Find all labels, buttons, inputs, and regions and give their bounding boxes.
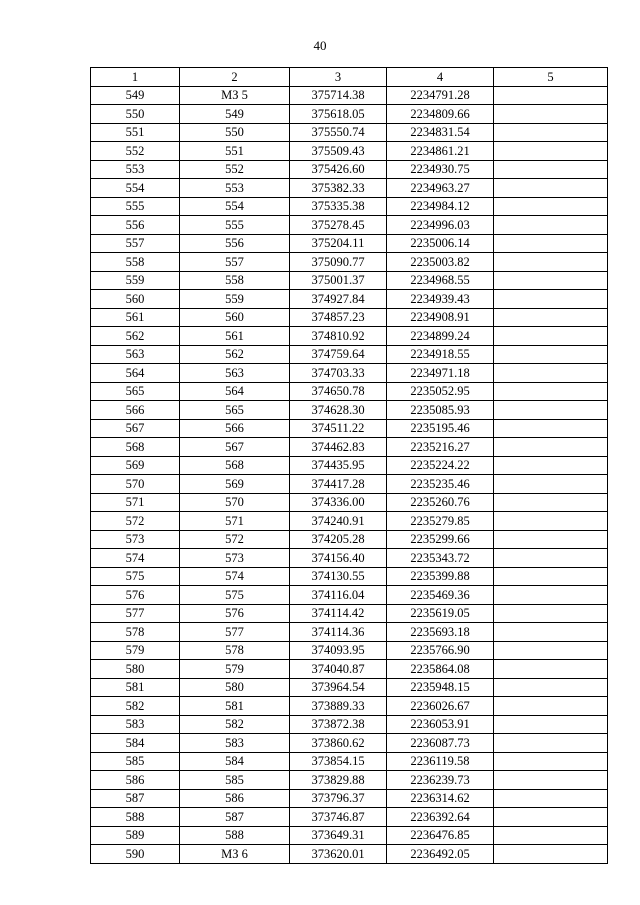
table-cell: 2235766.90 bbox=[387, 641, 494, 660]
table-cell: 565 bbox=[180, 401, 290, 420]
table-cell: 373860.62 bbox=[290, 734, 387, 753]
table-cell: 571 bbox=[91, 493, 180, 512]
table-cell: 374703.33 bbox=[290, 364, 387, 383]
table-cell: 567 bbox=[180, 438, 290, 457]
table-cell: 582 bbox=[180, 715, 290, 734]
table-cell: 550 bbox=[91, 105, 180, 124]
table-row bbox=[91, 715, 608, 734]
table-cell: 555 bbox=[91, 197, 180, 216]
table-cell: 2234791.28 bbox=[387, 86, 494, 105]
table-cell: 374114.42 bbox=[290, 604, 387, 623]
table-row bbox=[91, 123, 608, 142]
table-row bbox=[91, 234, 608, 253]
table-cell: 579 bbox=[180, 660, 290, 679]
table-cell: 563 bbox=[180, 364, 290, 383]
table-cell: 2234930.75 bbox=[387, 160, 494, 179]
table-cell: 375001.37 bbox=[290, 271, 387, 290]
table-cell bbox=[494, 752, 608, 771]
table-cell: 375618.05 bbox=[290, 105, 387, 124]
table-cell: 549 bbox=[180, 105, 290, 124]
table-row bbox=[91, 105, 608, 124]
table-cell bbox=[494, 308, 608, 327]
table-cell: 2235195.46 bbox=[387, 419, 494, 438]
table-cell bbox=[494, 808, 608, 827]
table-cell: 2234899.24 bbox=[387, 327, 494, 346]
table-cell: 564 bbox=[91, 364, 180, 383]
table-cell: 374205.28 bbox=[290, 530, 387, 549]
table-cell bbox=[494, 660, 608, 679]
table-cell: 2236492.05 bbox=[387, 845, 494, 864]
table-cell: 2236239.73 bbox=[387, 771, 494, 790]
table-cell: 375509.43 bbox=[290, 142, 387, 161]
table-cell bbox=[494, 419, 608, 438]
table-row bbox=[91, 271, 608, 290]
table-cell: 373964.54 bbox=[290, 678, 387, 697]
table-row bbox=[91, 179, 608, 198]
table-cell: 374130.55 bbox=[290, 567, 387, 586]
table-cell: 374810.92 bbox=[290, 327, 387, 346]
table-cell: 586 bbox=[91, 771, 180, 790]
table-cell: 559 bbox=[91, 271, 180, 290]
table-cell bbox=[494, 142, 608, 161]
table-cell: 553 bbox=[180, 179, 290, 198]
table-cell: 586 bbox=[180, 789, 290, 808]
table-row bbox=[91, 845, 608, 864]
table-cell: 374927.84 bbox=[290, 290, 387, 309]
table-cell bbox=[494, 105, 608, 124]
table-cell bbox=[494, 845, 608, 864]
table-cell: 374462.83 bbox=[290, 438, 387, 457]
table-row bbox=[91, 826, 608, 845]
table-cell: 374116.04 bbox=[290, 586, 387, 605]
table-cell: 561 bbox=[180, 327, 290, 346]
table-cell: 2236053.91 bbox=[387, 715, 494, 734]
table-cell bbox=[494, 197, 608, 216]
table-cell: 373872.38 bbox=[290, 715, 387, 734]
table-cell: МЗ 5 bbox=[180, 86, 290, 105]
table-cell: 2235260.76 bbox=[387, 493, 494, 512]
table-cell: 583 bbox=[91, 715, 180, 734]
table-row bbox=[91, 86, 608, 105]
table-cell: 554 bbox=[180, 197, 290, 216]
table-cell: 2234984.12 bbox=[387, 197, 494, 216]
table-cell: 374336.00 bbox=[290, 493, 387, 512]
table-row bbox=[91, 401, 608, 420]
table-row bbox=[91, 549, 608, 568]
table-cell: 553 bbox=[91, 160, 180, 179]
table-cell: 374628.30 bbox=[290, 401, 387, 420]
table-cell: 580 bbox=[91, 660, 180, 679]
table-row bbox=[91, 789, 608, 808]
table-cell: 2235279.85 bbox=[387, 512, 494, 531]
table-row bbox=[91, 771, 608, 790]
table-cell: 549 bbox=[91, 86, 180, 105]
table-cell: 570 bbox=[91, 475, 180, 494]
table-cell: 374417.28 bbox=[290, 475, 387, 494]
table-cell: 560 bbox=[180, 308, 290, 327]
table-cell: 566 bbox=[180, 419, 290, 438]
table-cell: 2234996.03 bbox=[387, 216, 494, 235]
table-row bbox=[91, 623, 608, 642]
table-cell bbox=[494, 493, 608, 512]
table-cell: 551 bbox=[180, 142, 290, 161]
table-cell: 374114.36 bbox=[290, 623, 387, 642]
table-cell bbox=[494, 715, 608, 734]
table-cell: 375090.77 bbox=[290, 253, 387, 272]
table-cell: 580 bbox=[180, 678, 290, 697]
table-cell: 2235864.08 bbox=[387, 660, 494, 679]
table-cell: 2235216.27 bbox=[387, 438, 494, 457]
table-cell: 373829.88 bbox=[290, 771, 387, 790]
table-cell: 374857.23 bbox=[290, 308, 387, 327]
table-row bbox=[91, 142, 608, 161]
table-cell: 575 bbox=[180, 586, 290, 605]
table-cell: 567 bbox=[91, 419, 180, 438]
table-cell: 574 bbox=[91, 549, 180, 568]
column-header: 2 bbox=[180, 68, 290, 87]
table-cell: 576 bbox=[180, 604, 290, 623]
table-cell: 558 bbox=[180, 271, 290, 290]
table-cell: 374511.22 bbox=[290, 419, 387, 438]
table-cell bbox=[494, 401, 608, 420]
table-cell: 2235693.18 bbox=[387, 623, 494, 642]
table-cell bbox=[494, 253, 608, 272]
table-cell bbox=[494, 697, 608, 716]
table-cell: 573 bbox=[180, 549, 290, 568]
table-cell: 585 bbox=[180, 771, 290, 790]
table-cell: 577 bbox=[91, 604, 180, 623]
table-cell: 375382.33 bbox=[290, 179, 387, 198]
table-row bbox=[91, 493, 608, 512]
table-cell: 577 bbox=[180, 623, 290, 642]
table-cell: 373746.87 bbox=[290, 808, 387, 827]
table-cell: 576 bbox=[91, 586, 180, 605]
table-cell bbox=[494, 216, 608, 235]
table-cell: 588 bbox=[91, 808, 180, 827]
table-cell: 556 bbox=[180, 234, 290, 253]
table-row bbox=[91, 216, 608, 235]
table-row bbox=[91, 752, 608, 771]
table-cell bbox=[494, 586, 608, 605]
table-cell: 374093.95 bbox=[290, 641, 387, 660]
table-cell bbox=[494, 641, 608, 660]
table-cell: 574 bbox=[180, 567, 290, 586]
page-number: 40 bbox=[313, 38, 327, 53]
table-cell: 569 bbox=[180, 475, 290, 494]
table-cell: 584 bbox=[91, 734, 180, 753]
table-cell bbox=[494, 604, 608, 623]
table-row bbox=[91, 567, 608, 586]
table-cell: 2235003.82 bbox=[387, 253, 494, 272]
table-cell: 557 bbox=[91, 234, 180, 253]
table-cell: 568 bbox=[91, 438, 180, 457]
table-cell: 573 bbox=[91, 530, 180, 549]
table-row bbox=[91, 160, 608, 179]
table-cell: 2235619.05 bbox=[387, 604, 494, 623]
table-row bbox=[91, 604, 608, 623]
table-cell: 572 bbox=[91, 512, 180, 531]
table-cell bbox=[494, 438, 608, 457]
table-row bbox=[91, 586, 608, 605]
column-header: 5 bbox=[494, 68, 608, 87]
table-cell: 375714.38 bbox=[290, 86, 387, 105]
table-cell: 2234908.91 bbox=[387, 308, 494, 327]
table-cell: 2234831.54 bbox=[387, 123, 494, 142]
table-cell bbox=[494, 234, 608, 253]
table-row bbox=[91, 382, 608, 401]
table-cell bbox=[494, 530, 608, 549]
table-cell: 2235006.14 bbox=[387, 234, 494, 253]
table-cell: 588 bbox=[180, 826, 290, 845]
table-header-row bbox=[91, 68, 608, 87]
table-cell: 373620.01 bbox=[290, 845, 387, 864]
table-cell: 572 bbox=[180, 530, 290, 549]
table-cell: 557 bbox=[180, 253, 290, 272]
table-cell bbox=[494, 475, 608, 494]
table-cell: 2235085.93 bbox=[387, 401, 494, 420]
table-cell: 375550.74 bbox=[290, 123, 387, 142]
table-body bbox=[91, 86, 608, 863]
table-row bbox=[91, 290, 608, 309]
table-row bbox=[91, 808, 608, 827]
table-cell: 2235469.36 bbox=[387, 586, 494, 605]
table-cell: 569 bbox=[91, 456, 180, 475]
table-cell: 2234939.43 bbox=[387, 290, 494, 309]
table-cell: 2236026.67 bbox=[387, 697, 494, 716]
table-cell: 373796.37 bbox=[290, 789, 387, 808]
table-cell bbox=[494, 512, 608, 531]
table-row bbox=[91, 530, 608, 549]
table-cell: 550 bbox=[180, 123, 290, 142]
table-cell: 562 bbox=[91, 327, 180, 346]
table-cell: 559 bbox=[180, 290, 290, 309]
table-cell bbox=[494, 623, 608, 642]
table-row bbox=[91, 697, 608, 716]
table-cell bbox=[494, 327, 608, 346]
table-cell bbox=[494, 364, 608, 383]
table-cell: 556 bbox=[91, 216, 180, 235]
table-cell: 587 bbox=[180, 808, 290, 827]
table-cell: 587 bbox=[91, 789, 180, 808]
table-cell bbox=[494, 734, 608, 753]
table-cell bbox=[494, 789, 608, 808]
table-cell: 590 bbox=[91, 845, 180, 864]
table-cell: 578 bbox=[91, 623, 180, 642]
coordinates-table bbox=[90, 67, 608, 864]
table-cell: 563 bbox=[91, 345, 180, 364]
column-header: 3 bbox=[290, 68, 387, 87]
table-cell bbox=[494, 290, 608, 309]
table-cell: 374040.87 bbox=[290, 660, 387, 679]
table-cell: 552 bbox=[91, 142, 180, 161]
table-cell bbox=[494, 567, 608, 586]
table-cell: 582 bbox=[91, 697, 180, 716]
table-cell: 571 bbox=[180, 512, 290, 531]
table-row bbox=[91, 734, 608, 753]
table-cell: 373854.15 bbox=[290, 752, 387, 771]
table-cell: 551 bbox=[91, 123, 180, 142]
table-cell: 374759.64 bbox=[290, 345, 387, 364]
table-cell: 2235343.72 bbox=[387, 549, 494, 568]
table-cell: 2234809.66 bbox=[387, 105, 494, 124]
table-cell bbox=[494, 86, 608, 105]
table-cell bbox=[494, 179, 608, 198]
table-cell: 375335.38 bbox=[290, 197, 387, 216]
table-cell bbox=[494, 271, 608, 290]
table-row bbox=[91, 364, 608, 383]
table-cell: 2236119.58 bbox=[387, 752, 494, 771]
table-cell: 2234963.27 bbox=[387, 179, 494, 198]
table-cell: 2235224.22 bbox=[387, 456, 494, 475]
table-row bbox=[91, 308, 608, 327]
table-cell bbox=[494, 160, 608, 179]
table-cell: 2236087.73 bbox=[387, 734, 494, 753]
table-cell: 2235299.66 bbox=[387, 530, 494, 549]
table-cell: 570 bbox=[180, 493, 290, 512]
table-cell bbox=[494, 678, 608, 697]
table-cell: 2236392.64 bbox=[387, 808, 494, 827]
table-cell: 560 bbox=[91, 290, 180, 309]
table-cell: 575 bbox=[91, 567, 180, 586]
column-header: 1 bbox=[91, 68, 180, 87]
table-cell: 2236476.85 bbox=[387, 826, 494, 845]
table-cell: 583 bbox=[180, 734, 290, 753]
table-cell: 579 bbox=[91, 641, 180, 660]
table-cell: 2235399.88 bbox=[387, 567, 494, 586]
table-cell: 568 bbox=[180, 456, 290, 475]
table-cell: 565 bbox=[91, 382, 180, 401]
table-cell: 2234968.55 bbox=[387, 271, 494, 290]
table-cell: 2234861.21 bbox=[387, 142, 494, 161]
table-cell bbox=[494, 826, 608, 845]
table-cell: 375278.45 bbox=[290, 216, 387, 235]
table-cell bbox=[494, 345, 608, 364]
table-row bbox=[91, 475, 608, 494]
table-cell: МЗ 6 bbox=[180, 845, 290, 864]
table-cell: 373889.33 bbox=[290, 697, 387, 716]
table-cell: 2234918.55 bbox=[387, 345, 494, 364]
table-cell: 585 bbox=[91, 752, 180, 771]
table-cell: 373649.31 bbox=[290, 826, 387, 845]
table-cell: 584 bbox=[180, 752, 290, 771]
table-cell: 2235052.95 bbox=[387, 382, 494, 401]
table-row bbox=[91, 641, 608, 660]
table-cell: 374156.40 bbox=[290, 549, 387, 568]
table-cell: 561 bbox=[91, 308, 180, 327]
column-header: 4 bbox=[387, 68, 494, 87]
table-cell bbox=[494, 382, 608, 401]
table-row bbox=[91, 345, 608, 364]
table-cell: 555 bbox=[180, 216, 290, 235]
table-cell: 554 bbox=[91, 179, 180, 198]
table-row bbox=[91, 438, 608, 457]
table-row bbox=[91, 253, 608, 272]
table-cell: 578 bbox=[180, 641, 290, 660]
table-cell: 374435.95 bbox=[290, 456, 387, 475]
table-cell: 2234971.18 bbox=[387, 364, 494, 383]
table-cell bbox=[494, 549, 608, 568]
table-row bbox=[91, 512, 608, 531]
table-row bbox=[91, 327, 608, 346]
table-cell bbox=[494, 771, 608, 790]
table-cell: 581 bbox=[91, 678, 180, 697]
table-cell: 558 bbox=[91, 253, 180, 272]
table-cell: 566 bbox=[91, 401, 180, 420]
table-cell: 375204.11 bbox=[290, 234, 387, 253]
table-row bbox=[91, 197, 608, 216]
table-cell bbox=[494, 456, 608, 475]
table-cell bbox=[494, 123, 608, 142]
table-row bbox=[91, 456, 608, 475]
table-row bbox=[91, 419, 608, 438]
table-cell: 552 bbox=[180, 160, 290, 179]
table-cell: 2235948.15 bbox=[387, 678, 494, 697]
table-cell: 562 bbox=[180, 345, 290, 364]
table-cell: 2236314.62 bbox=[387, 789, 494, 808]
table-row bbox=[91, 678, 608, 697]
table-cell: 375426.60 bbox=[290, 160, 387, 179]
table-cell: 374240.91 bbox=[290, 512, 387, 531]
table-row bbox=[91, 660, 608, 679]
table-cell: 589 bbox=[91, 826, 180, 845]
table-cell: 581 bbox=[180, 697, 290, 716]
table-cell: 2235235.46 bbox=[387, 475, 494, 494]
table-cell: 374650.78 bbox=[290, 382, 387, 401]
table-cell: 564 bbox=[180, 382, 290, 401]
